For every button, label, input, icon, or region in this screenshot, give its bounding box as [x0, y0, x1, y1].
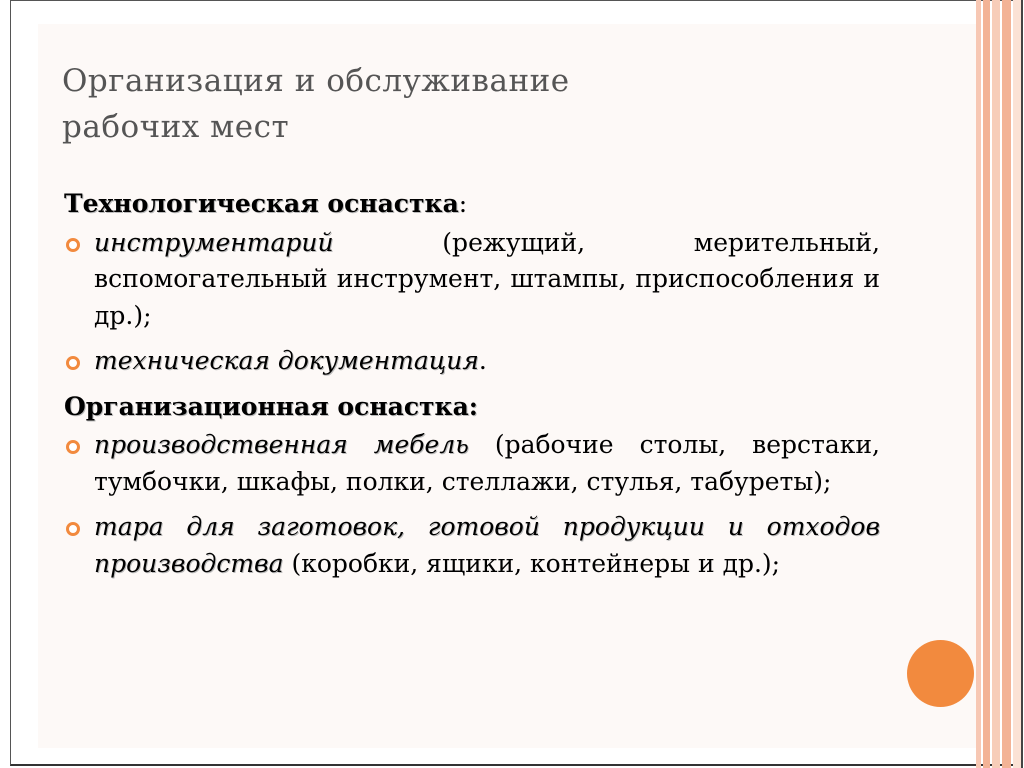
- item-term: тара для заготовок, готовой продукции и отходов производства: [94, 512, 880, 578]
- item-term: инструментарий: [94, 227, 334, 257]
- bullet-ring-icon: [66, 522, 80, 536]
- item-text: .: [478, 346, 487, 375]
- title-line-1: Организация и обслуживание: [62, 63, 570, 99]
- item-text: (режущий, мерительный, вспомогательный инструмент, штампы, приспособления и др.);: [94, 227, 880, 330]
- section-heading-technological: [64, 186, 880, 223]
- bullet-ring-icon: [66, 238, 80, 252]
- slide-title: [62, 58, 862, 150]
- decor-stripe: [983, 0, 990, 768]
- decor-stripe: [976, 0, 981, 768]
- bullet-ring-icon: [66, 440, 80, 454]
- list-item: [64, 225, 880, 335]
- list-item: [64, 427, 880, 500]
- item-term: техническая документация: [94, 346, 479, 375]
- item-text: (коробки, ящики, контейнеры и др.);: [283, 548, 781, 578]
- slide-edge: [1021, 0, 1023, 768]
- list-item: [64, 343, 880, 380]
- list-item: [64, 509, 880, 582]
- bullet-ring-icon: [66, 356, 80, 370]
- slide-body: [64, 186, 880, 591]
- item-text: (рабочие столы, верстаки, тумбочки, шкафы, полки, стеллажи, стулья, табуреты);: [94, 430, 881, 496]
- decor-stripe: [1002, 0, 1011, 768]
- section-heading-organizational: Организационная оснастка:: [64, 391, 479, 421]
- heading-text: Технологическая оснастка: [64, 189, 459, 218]
- title-line-2: рабочих мест: [62, 109, 290, 145]
- decor-circle: [907, 640, 974, 707]
- item-term: производственная мебель: [94, 430, 469, 459]
- heading-suffix: :: [458, 189, 468, 218]
- decor-stripe: [992, 0, 1000, 768]
